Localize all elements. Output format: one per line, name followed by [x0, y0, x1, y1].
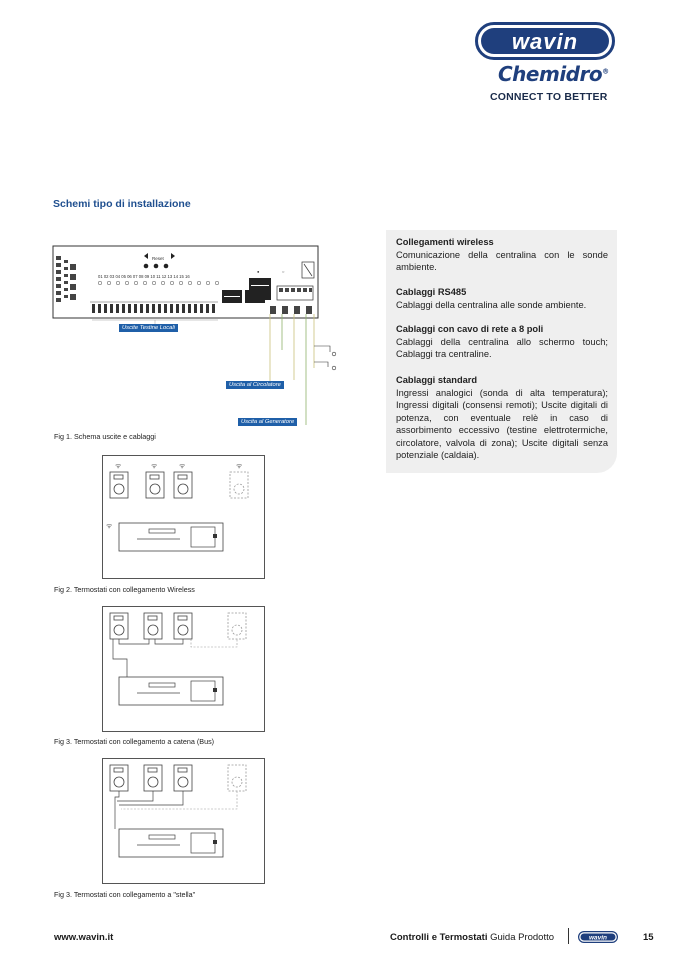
thermostat-group: [110, 472, 192, 498]
info-box: [386, 230, 617, 473]
fig3-caption: Fig 3. Termostati con collegamento a catena (Bus): [54, 737, 215, 746]
fig3-diagram: [102, 606, 265, 732]
page-number: 15: [643, 932, 654, 943]
wavin-logo: [475, 22, 615, 60]
info-heading: Collegamenti wireless: [396, 237, 494, 247]
wavin-logo-text: wavin: [511, 29, 579, 54]
info-body: Ingressi analogici (sonda di alta temperatura); Ingressi digitali (consensi remoti); Uscite digitali di potenza, con eventuale relè in caso di assorbimento eccessivo (testine elettrotermiche, circolatore, valvola di zona); Uscite digitali senza potenziale (caldaia).: [396, 387, 608, 460]
svg-text:ᯤ: ᯤ: [179, 463, 186, 470]
footer-doc-title: Controlli e Termostati Guida Prodotto: [390, 932, 555, 943]
wifi-icon: [106, 463, 243, 530]
reset-label: Reset: [152, 256, 164, 261]
fig4-diagram: [102, 758, 265, 884]
fig1-diagram: [52, 240, 342, 430]
label-uscite-testine: Uscite Testine Locali: [119, 324, 178, 332]
fig2-caption: Fig 2. Termostati con collegamento Wireless: [54, 585, 195, 594]
svg-text:ᯤ: ᯤ: [115, 463, 122, 470]
footer-url[interactable]: www.wavin.it: [54, 932, 114, 943]
svg-text:ᯤ: ᯤ: [236, 463, 243, 470]
info-heading: Cablaggi standard: [396, 375, 478, 385]
info-heading: Cablaggi con cavo di rete a 8 poli: [396, 324, 544, 334]
tagline: CONNECT TO BETTER: [490, 91, 608, 103]
svg-text:wavin: wavin: [588, 934, 608, 942]
channel-numbers: 01 02 03 04 05 06 07 08 09 10 11 12 13 14 15 16: [98, 274, 190, 279]
info-body: Cablaggi della centralina alle sonde ambiente.: [396, 299, 587, 310]
info-rs485: [396, 286, 608, 311]
info-heading: Cablaggi RS485: [396, 287, 467, 297]
label-uscita-generatore: Uscita al Generatore: [238, 418, 297, 426]
footer-separator: [568, 928, 569, 944]
fig2-diagram: [102, 455, 265, 579]
chemidro-logo: Chemidro®: [498, 62, 609, 86]
info-body: Cablaggi della centralina allo schermo touch; Cablaggi tra centraline.: [396, 336, 608, 359]
fig4-caption: Fig 3. Termostati con collegamento a "stella": [54, 890, 196, 899]
footer-wavin-logo: [578, 931, 618, 943]
info-body: Comunicazione della centralina con le sonde ambiente.: [396, 249, 608, 272]
info-standard: [396, 374, 608, 462]
info-cavo-rete: [396, 323, 608, 361]
svg-text:○: ○: [282, 269, 285, 274]
section-title: Schemi tipo di installazione: [53, 198, 191, 210]
svg-text:●: ●: [257, 269, 260, 274]
svg-text:ᯤ: ᯤ: [106, 523, 113, 530]
fig1-caption: Fig 1. Schema uscite e cablaggi: [54, 432, 156, 441]
svg-text:ᯤ: ᯤ: [151, 463, 158, 470]
info-wireless: [396, 236, 608, 274]
label-uscita-circolatore: Uscita al Circolatore: [226, 381, 284, 389]
